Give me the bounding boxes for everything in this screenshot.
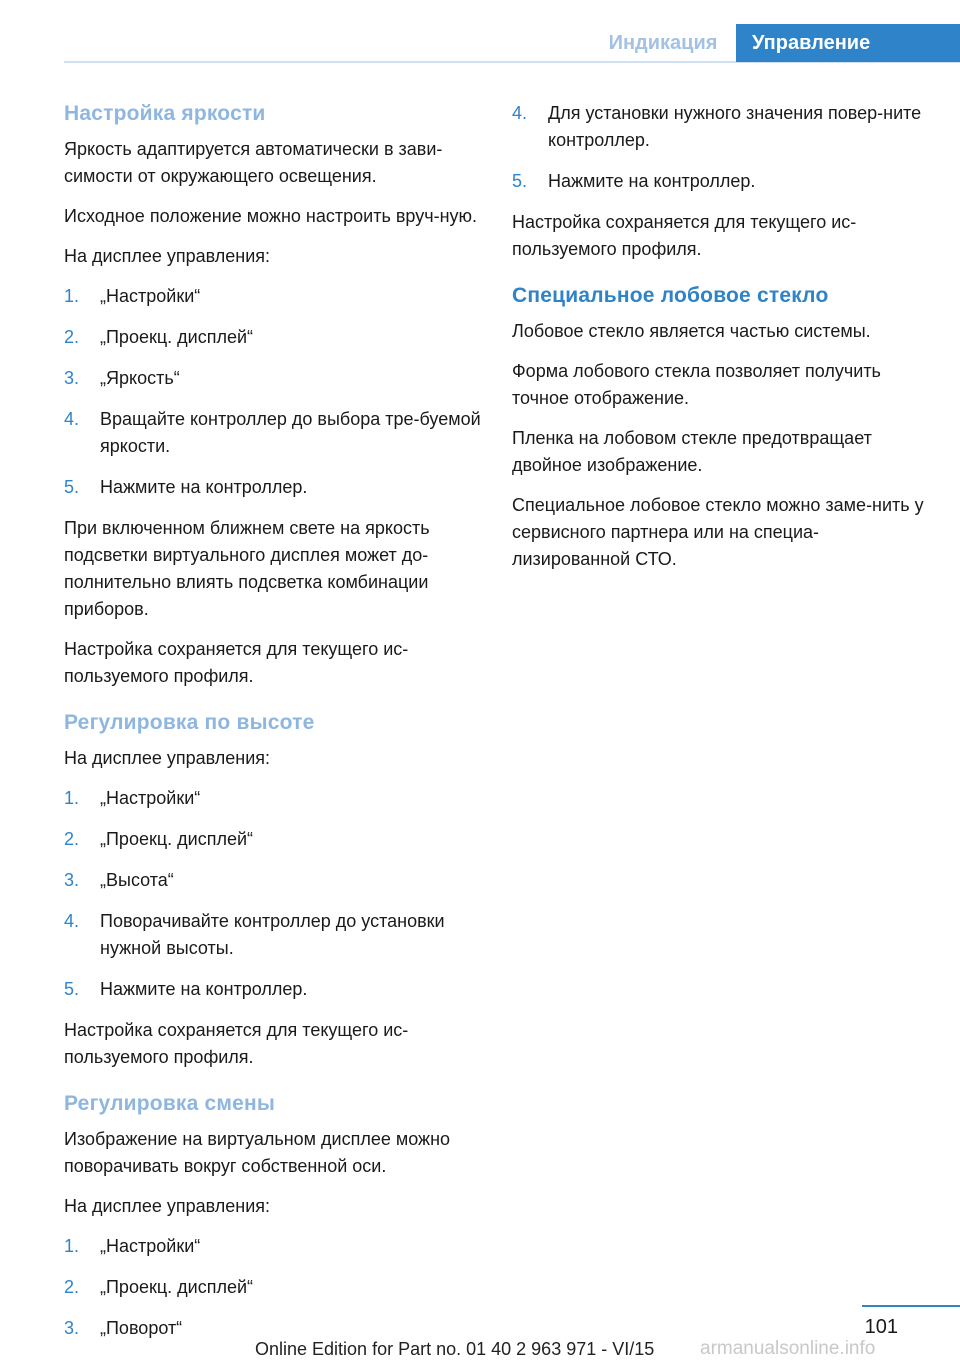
paragraph: Форма лобового стекла позволяет получить точное отображение.: [512, 361, 881, 408]
tab-controls[interactable]: Управление: [736, 24, 960, 62]
step-text: Поворачивайте контроллер до установки нужной высоты.: [100, 911, 445, 958]
step-number: 4.: [512, 103, 528, 123]
paragraph: Изображение на виртуальном дисплее можно поворачивать вокруг собственной оси.: [64, 1129, 451, 1176]
page-number: 101: [864, 1316, 898, 1338]
list-item: [64, 1233, 482, 1260]
list-item: [64, 474, 482, 501]
step-number: 5.: [64, 477, 80, 497]
right-column: [512, 100, 924, 586]
paragraph: Исходное положение можно настроить вруч-ную.: [64, 206, 478, 226]
list-item: [64, 365, 482, 392]
watermark: armanualsonline.info: [700, 1338, 876, 1359]
list-item: [64, 867, 482, 894]
page-number-rule: [862, 1305, 960, 1307]
paragraph: Специальное лобовое стекло можно заме-нить у сервисного партнера или на специа-лизированной СТО.: [512, 495, 924, 569]
steps-list-rotation-continued: [512, 100, 924, 195]
section-title-windshield: Специальное лобовое стекло: [512, 284, 829, 307]
step-number: 1.: [64, 788, 80, 808]
paragraph: На дисплее управления:: [64, 1196, 271, 1216]
list-item: [64, 283, 482, 310]
step-number: 5.: [64, 979, 80, 999]
step-text: „Настройки“: [100, 1236, 201, 1256]
steps-list-rotation: [64, 1233, 482, 1342]
step-number: 3.: [64, 1318, 80, 1338]
step-number: 3.: [64, 368, 80, 388]
step-text: Нажмите на контроллер.: [100, 477, 308, 497]
step-text: Нажмите на контроллер.: [100, 979, 308, 999]
step-text: „Поворот“: [100, 1318, 183, 1338]
step-text: „Высота“: [100, 870, 174, 890]
steps-list-brightness: [64, 283, 482, 501]
list-item: [64, 785, 482, 812]
list-item: [512, 100, 924, 154]
section-title-brightness: Настройка яркости: [64, 102, 266, 125]
step-text: „Проекц. дисплей“: [100, 829, 254, 849]
paragraph: На дисплее управления:: [64, 748, 271, 768]
steps-list-height: [64, 785, 482, 1003]
step-text: Нажмите на контроллер.: [548, 171, 756, 191]
list-item: [64, 1315, 482, 1342]
paragraph: Яркость адаптируется автоматически в зави-симости от окружающего освещения.: [64, 139, 443, 186]
step-text: Вращайте контроллер до выбора тре-буемой яркости.: [100, 409, 481, 456]
paragraph: Настройка сохраняется для текущего ис-пользуемого профиля.: [64, 1020, 409, 1067]
list-item: [64, 826, 482, 853]
step-number: 5.: [512, 171, 528, 191]
paragraph: При включенном ближнем свете на яркость подсветки виртуального дисплея может до-полнительно влиять подсветка комбинации приборов.: [64, 518, 430, 619]
step-number: 2.: [64, 829, 80, 849]
paragraph: Лобовое стекло является частью системы.: [512, 321, 871, 341]
paragraph: Настройка сохраняется для текущего ис-пользуемого профиля.: [64, 639, 409, 686]
edition-footer: Online Edition for Part no. 01 40 2 963 971 - VI/15: [255, 1339, 655, 1359]
section-title-height: Регулировка по высоте: [64, 711, 315, 734]
step-number: 4.: [64, 409, 80, 429]
list-item: [64, 908, 482, 962]
list-item: [64, 1274, 482, 1301]
paragraph: На дисплее управления:: [64, 246, 271, 266]
step-text: „Яркость“: [100, 368, 180, 388]
paragraph: Пленка на лобовом стекле предотвращает двойное изображение.: [512, 428, 872, 475]
step-number: 2.: [64, 327, 80, 347]
list-item: [64, 406, 482, 460]
step-number: 1.: [64, 1236, 80, 1256]
left-column: [64, 100, 482, 1356]
step-text: Для установки нужного значения повер-ните контроллер.: [548, 103, 922, 150]
step-text: „Проекц. дисплей“: [100, 327, 254, 347]
step-number: 4.: [64, 911, 80, 931]
list-item: [512, 168, 924, 195]
section-title-rotation: Регулировка смены: [64, 1092, 276, 1115]
paragraph: Настройка сохраняется для текущего ис-пользуемого профиля.: [512, 212, 857, 259]
step-number: 3.: [64, 870, 80, 890]
list-item: [64, 976, 482, 1003]
step-text: „Настройки“: [100, 286, 201, 306]
tab-indication[interactable]: Индикация: [608, 32, 718, 54]
step-number: 1.: [64, 286, 80, 306]
step-text: „Настройки“: [100, 788, 201, 808]
step-number: 2.: [64, 1277, 80, 1297]
list-item: [64, 324, 482, 351]
step-text: „Проекц. дисплей“: [100, 1277, 254, 1297]
